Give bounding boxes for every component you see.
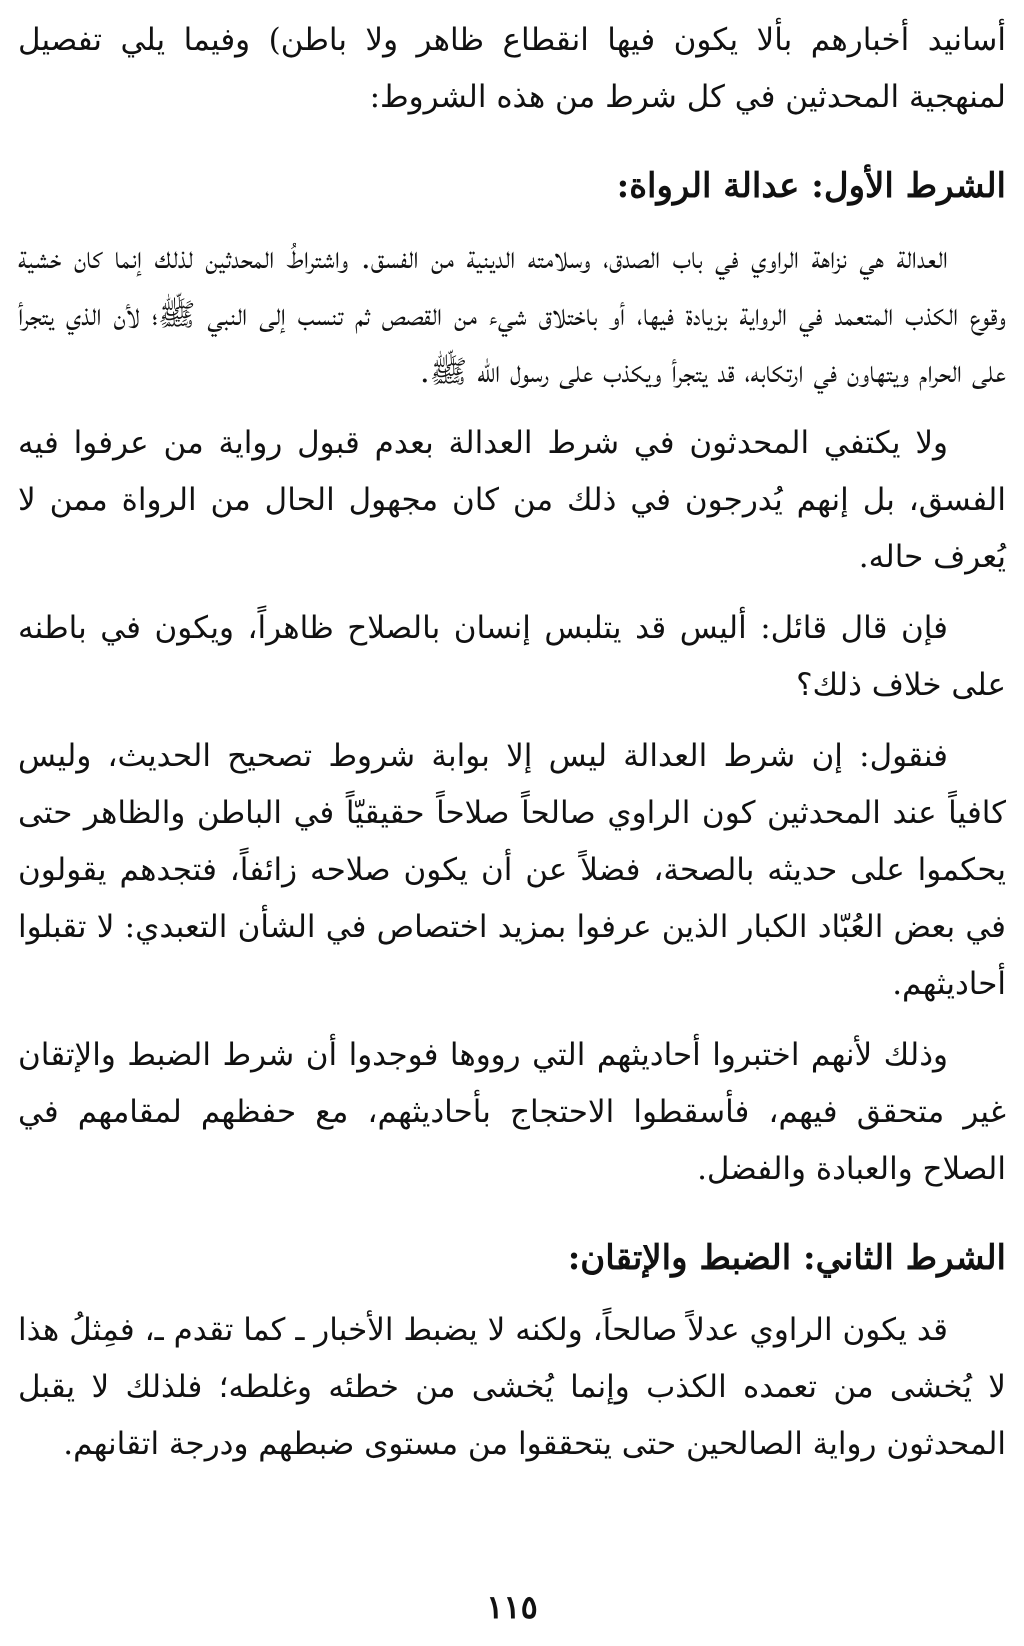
paragraph-objection: فإن قال قائل: أليس قد يتلبس إنسان بالصلاح ظاهراً، ويكون في باطنه على خلاف ذلك؟: [18, 610, 1006, 703]
heading-first-condition: الشرط الأول: عدالة الرواة:: [616, 166, 1006, 206]
page-number: ١١٥: [486, 1588, 538, 1626]
page-body: [18, 12, 1006, 1646]
paragraph-intro-continuation: أسانيد أخبارهم بألا يكون فيها انقطاع ظاهر ولا باطن) وفيما يلي تفصيل لمنهجية المحدثين في كل شرط من هذه الشروط:: [18, 22, 1006, 115]
heading-second-condition: الشرط الثاني: الضبط والإتقان:: [567, 1238, 1006, 1278]
paragraph-precision: قد يكون الراوي عدلاً صالحاً، ولكنه لا يضبط الأخبار ـ كما تقدم ـ، فمِثلُ هذا لا يُخشى من تعمده الكذب وإنما يُخشى من خطئه وغلطه؛ فلذلك لا يقبل المحدثون رواية الصالحين حتى يتحققوا من مستوى ضبطهم ودرجة اتقانهم.: [18, 1312, 1006, 1462]
paragraph-response: فنقول: إن شرط العدالة ليس إلا بوابة شروط تصحيح الحديث، وليس كافياً عند المحدثين كون الراوي صالحاً صلاحاً حقيقيّاً في الباطن والظاهر حتى يحكموا على حديثه بالصحة، فضلاً عن أن يكون صلاحه زائفاً، فتجدهم يقولون في بعض العُبّاد الكبار الذين عرفوا بمزيد اختصاص في الشأن التعبدي: لا تقبلوا أحاديثهم.: [18, 738, 1006, 1002]
paragraph-reasoning: وذلك لأنهم اختبروا أحاديثهم التي رووها فوجدوا أن شرط الضبط والإتقان غير متحقق فيهم، فأسقطوا الاحتجاج بأحاديثهم، مع حفظهم لمقامهم في الصلاح والعبادة والفضل.: [18, 1037, 1006, 1187]
paragraph-unknown-narrators: ولا يكتفي المحدثون في شرط العدالة بعدم قبول رواية من عرفوا فيه الفسق، بل إنهم يُدرجون في ذلك من كان مجهول الحال من الرواة ممن لا يُعرف حاله.: [18, 425, 1006, 575]
paragraph-justice-definition: العدالة هي نزاهة الراوي في باب الصدق، وسلامته الدينية من الفسق. واشتراطُ المحدثين لذلك إنما كان خشية وقوع الكذب المتعمد في الرواية بزيادة فيها، أو باختلاق شيء من القصص ثم تنسب إلى النبي ﷺ؛ لأن الذي يتجرأ على الحرام ويتهاون في ارتكابه، قد يتجرأ ويكذب على رسول الله ﷺ.: [18, 240, 1006, 390]
